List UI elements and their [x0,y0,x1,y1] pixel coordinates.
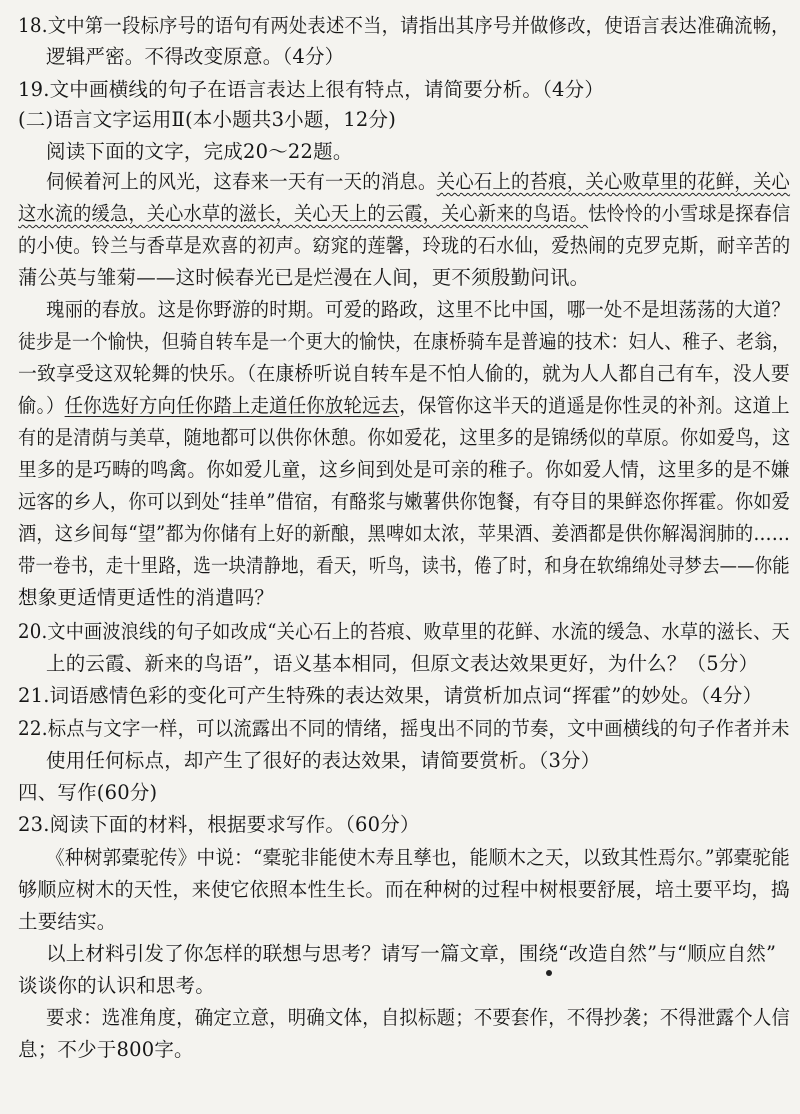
passage-p2-line-4 [18,394,790,418]
passage-p2-line-8: 酒，这乡间每“望”都为你储有上好的新酿，黑啤如太浓，苹果酒、姜酒都是供你解渴润肺的…… [18,522,791,545]
passage-p1-line-2 [18,202,790,226]
passage-p2-line-1: 瑰丽的春放。这是你野游的时期。可爱的路政，这里不比中国，哪一处不是坦荡荡的大道？ [46,298,791,321]
material-line-1: 《种树郭橐驼传》中说：“橐驼非能使木寿且孳也，能顺木之天，以致其性焉尔。”郭橐驼能 [46,846,790,869]
reading-instruction: 阅读下面的文字，完成20～22题。 [46,140,353,163]
passage-text: 伺候着河上的风光，这春来一天有一天的消息。 [46,170,437,193]
question-22-line-2: 使用任何标点，却产生了很好的表达效果，请简要赏析。（3分） [46,749,601,772]
stray-ink-dot [546,970,552,976]
question-19: 19.文中画横线的句子在语言表达上很有特点，请简要分析。（4分） [18,78,605,101]
passage-text: 偷。） [18,394,65,417]
underlined-sentence: 任你选好方向任你踏上走道任你放轮远去 [64,394,400,417]
question-20-line-2: 上的云霞、新来的鸟语”，语义基本相同，但原文表达效果更好，为什么？（5分） [46,652,759,675]
passage-text: ，保管你这半天的逍遥是你性灵的补剂。这道上 [399,394,790,417]
passage-p2-line-7: 远客的乡人，你可以到处“挂单”借宿，有酪浆与嫩薯供你饱餐，有夺目的果鲜恣你挥霍。你如爱 [18,490,791,513]
requirements-line-1: 要求：选准角度，确定立意，明确文体，自拟标题；不要套作，不得抄袭；不得泄露个人信 [46,1006,791,1029]
question-23: 23.阅读下面的材料，根据要求写作。（60分） [18,813,420,836]
wavy-underlined-sentence: 这水流的缓急，关心水草的滋长，关心天上的云霞，关心新来的鸟语。 [18,202,589,225]
writing-heading: 四、写作(60分) [18,781,158,804]
passage-p2-line-10: 想象更适情更适性的消遣吗？ [18,586,275,609]
material-line-2: 够顺应树木的天性，来使它依照本性生长。而在种树的过程中树根要舒展，培土要平均，捣 [18,878,791,901]
question-18-line-1: 18.文中第一段标序号的语句有两处表述不当，请指出其序号并做修改，使语言表达准确流畅， [18,14,790,37]
passage-p1-line-1 [46,170,790,194]
prompt-line-2: 谈谈你的认识和思考。 [18,974,216,997]
passage-p2-line-3: 一致享受这双轮舞的快乐。（在康桥听说自转车是不怕人偷的，就为人人都自己有车，没人要 [18,362,790,385]
passage-p2-line-6: 里多的是巧畴的鸣禽。你如爱儿童，这乡间到处是可亲的稚子。你如爱人情，这里多的是不嫌 [18,458,790,481]
section-2-heading: (二)语言文字运用Ⅱ(本小题共3小题，12分) [18,108,397,131]
passage-p2-line-9: 带一卷书，走十里路，选一块清静地，看天，听鸟，读书，倦了时，和身在软绵绵处寻梦去——你能 [18,554,790,577]
passage-p2-line-5: 有的是清荫与美草，随地都可以供你休憩。你如爱花，这里多的是锦绣似的草原。你如爱鸟，这 [18,426,791,449]
passage-p1-line-3: 的小使。铃兰与香草是欢喜的初声。窈窕的莲馨，玲珑的石水仙，爱热闹的克罗克斯，耐辛苦的 [18,234,791,257]
question-20-line-1: 20.文中画波浪线的句子如改成“关心石上的苔痕、败草里的花鲜、水流的缓急、水草的滋长、天 [18,620,790,643]
wavy-underlined-sentence: 关心石上的苔痕，关心败草里的花鲜，关心 [436,170,791,193]
question-22-line-1: 22.标点与文字一样，可以流露出不同的情绪，摇曳出不同的节奏，文中画横线的句子作者并未 [18,717,790,740]
passage-p2-line-2: 徒步是一个愉快，但骑自转车是一个更大的愉快，在康桥骑车是普遍的技术：妇人、稚子、老翁， [18,330,791,353]
question-21: 21.词语感情色彩的变化可产生特殊的表达效果，请赏析加点词“挥霍”的妙处。（4分） [18,684,763,707]
passage-p1-line-4: 蒲公英与雏菊——这时候春光已是烂漫在人间，更不须殷勤问讯。 [18,266,590,289]
prompt-line-1: 以上材料引发了你怎样的联想与思考？请写一篇文章，围绕“改造自然”与“顺应自然” [46,942,777,965]
question-18-line-2: 逻辑严密。不得改变原意。（4分） [46,45,345,68]
material-line-3: 土要结实。 [18,910,117,933]
requirements-line-2: 息；不少于800字。 [18,1038,194,1061]
passage-text: 怯怜怜的小雪球是探春信 [588,202,791,225]
